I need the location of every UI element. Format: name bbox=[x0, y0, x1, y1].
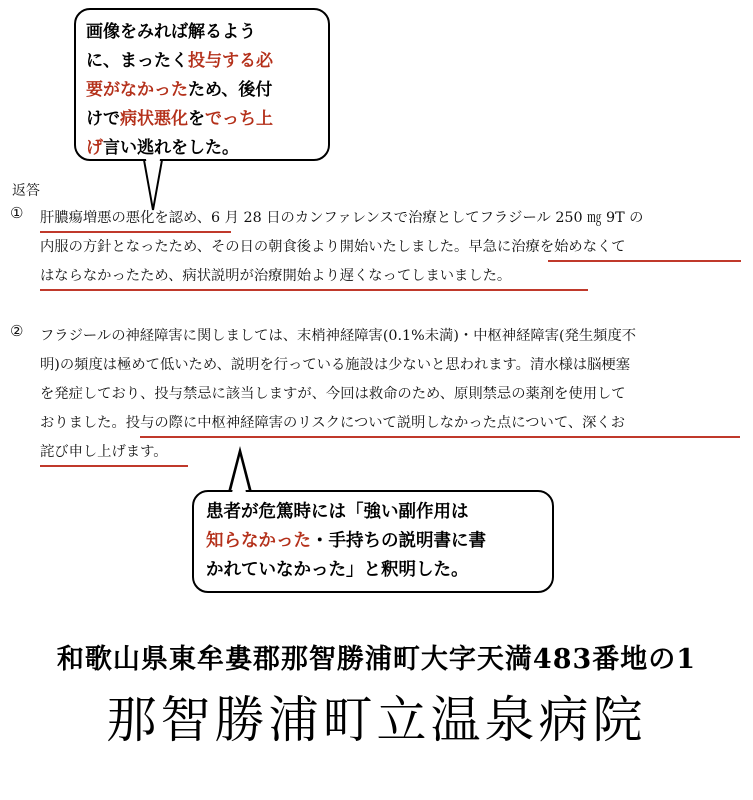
callout-top-line: けで病状悪化をでっち上 bbox=[86, 109, 273, 129]
callout-bottom-line: 知らなかった・手持ちの説明書に書 bbox=[206, 531, 486, 551]
callout-bottom-line: 患者が危篤時には「強い副作用は bbox=[206, 502, 469, 522]
callout-top-line: に、まったく投与する必 bbox=[86, 51, 273, 71]
reply-label: 返答 bbox=[12, 183, 40, 199]
callout-top-line: 画像をみれば解るよう bbox=[86, 22, 256, 42]
paragraph-line: 詫び申し上げます。 bbox=[40, 444, 168, 460]
item-number: ② bbox=[10, 322, 24, 340]
item-number: ① bbox=[10, 204, 24, 222]
callout-top-line: げ言い逃れをした。 bbox=[86, 138, 239, 158]
paragraph-line: おりました。投与の際に中枢神経障害のリスクについて説明しなかった点について、深くお bbox=[40, 415, 626, 431]
paragraph-line: 肝膿瘍増悪の悪化を認め、6 月 28 日のカンファレンスで治療としてフラジール 250 ㎎ 9T の bbox=[40, 210, 644, 226]
paragraph-line: 内服の方針となったため、その日の朝食後より開始いたしました。早急に治療を始めなくて bbox=[40, 239, 626, 255]
callout-top-line: 要がなかったため、後付 bbox=[86, 80, 273, 100]
callout-bottom-line: かれていなかった」と釈明した。 bbox=[206, 560, 469, 580]
paragraph-line: を発症しており、投与禁忌に該当しますが、今回は救命のため、原則禁忌の薬剤を使用して bbox=[40, 386, 626, 402]
address-stamp: 和歌山県東牟婁郡那智勝浦町大字天満483番地の1 bbox=[56, 644, 697, 675]
paragraph-line: フラジールの神経障害に関しましては、末梢神経障害(0.1%未満)・中枢神経障害(発生頻度不 bbox=[40, 328, 637, 344]
paragraph-line: 明)の頻度は極めて低いため、説明を行っている施設は少ないと思われます。清水様は脳梗塞 bbox=[40, 357, 631, 373]
paragraph-line: はならなかったため、病状説明が治療開始より遅くなってしまいました。 bbox=[40, 268, 512, 284]
hospital-name-stamp: 那智勝浦町立温泉病院 bbox=[106, 691, 647, 749]
